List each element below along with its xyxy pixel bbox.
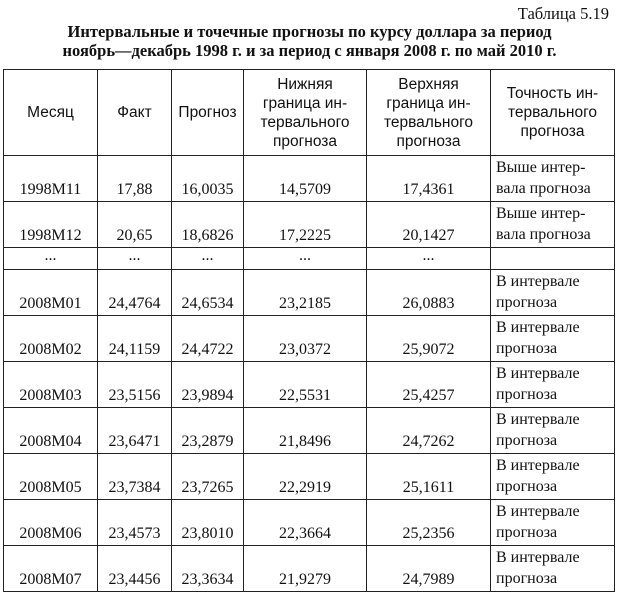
upper-bound-cell: 24,7262 bbox=[367, 408, 491, 454]
forecast-cell: 23,3634 bbox=[172, 546, 244, 592]
fact-cell: 23,7384 bbox=[98, 454, 172, 500]
fact-cell: 23,4573 bbox=[98, 500, 172, 546]
accuracy-cell: В интервале прогноза bbox=[491, 270, 615, 316]
header-fact: Факт bbox=[98, 70, 172, 156]
upper-bound-cell: 25,9072 bbox=[367, 316, 491, 362]
accuracy-cell bbox=[491, 248, 615, 270]
accuracy-cell: Выше интер-вала прогноза bbox=[491, 156, 615, 202]
fact-cell: 24,1159 bbox=[98, 316, 172, 362]
upper-bound-cell: 26,0883 bbox=[367, 270, 491, 316]
fact-cell: 23,5156 bbox=[98, 362, 172, 408]
table-row bbox=[4, 546, 615, 592]
header-lower-bound: Нижняя граница ин-тервального прогноза bbox=[244, 70, 367, 156]
forecast-cell: 23,8010 bbox=[172, 500, 244, 546]
lower-bound-cell: 22,5531 bbox=[244, 362, 367, 408]
lower-bound-cell: 22,3664 bbox=[244, 500, 367, 546]
forecast-cell: 23,7265 bbox=[172, 454, 244, 500]
accuracy-cell: В интервале прогноза bbox=[491, 362, 615, 408]
fact-cell: 23,4456 bbox=[98, 546, 172, 592]
upper-bound-cell: 17,4361 bbox=[367, 156, 491, 202]
accuracy-cell: В интервале прогноза bbox=[491, 316, 615, 362]
table-row bbox=[4, 316, 615, 362]
lower-bound-cell: 17,2225 bbox=[244, 202, 367, 248]
table-row bbox=[4, 362, 615, 408]
accuracy-cell: В интервале прогноза bbox=[491, 546, 615, 592]
month-cell: 2008M06 bbox=[4, 500, 98, 546]
month-cell: 1998M12 bbox=[4, 202, 98, 248]
forecast-cell: 16,0035 bbox=[172, 156, 244, 202]
month-cell: 2008M05 bbox=[4, 454, 98, 500]
title-line-2: ноябрь—декабрь 1998 г. и за период с января 2008 г. по май 2010 г. bbox=[62, 41, 557, 60]
forecast-cell: ... bbox=[172, 248, 244, 270]
header-upper-bound: Верхняя граница ин-тервального прогноза bbox=[367, 70, 491, 156]
forecast-cell: 24,6534 bbox=[172, 270, 244, 316]
lower-bound-cell: 21,9279 bbox=[244, 546, 367, 592]
table-row bbox=[4, 500, 615, 546]
upper-bound-cell: 20,1427 bbox=[367, 202, 491, 248]
month-cell: 2008M02 bbox=[4, 316, 98, 362]
upper-bound-cell: 24,7989 bbox=[367, 546, 491, 592]
upper-bound-cell: 25,2356 bbox=[367, 500, 491, 546]
month-cell: 2008M03 bbox=[4, 362, 98, 408]
lower-bound-cell: 21,8496 bbox=[244, 408, 367, 454]
header-month: Месяц bbox=[4, 70, 98, 156]
forecast-table bbox=[3, 69, 615, 592]
table-title bbox=[0, 22, 619, 60]
forecast-cell: 24,4722 bbox=[172, 316, 244, 362]
table-row bbox=[4, 202, 615, 248]
month-cell: 1998M11 bbox=[4, 156, 98, 202]
table-row bbox=[4, 454, 615, 500]
accuracy-cell: В интервале прогноза bbox=[491, 454, 615, 500]
title-line-1: Интервальные и точечные прогнозы по курсу доллара за период bbox=[67, 22, 552, 41]
forecast-cell: 23,2879 bbox=[172, 408, 244, 454]
fact-cell: ... bbox=[98, 248, 172, 270]
accuracy-cell: Выше интер-вала прогноза bbox=[491, 202, 615, 248]
lower-bound-cell: ... bbox=[244, 248, 367, 270]
accuracy-cell: В интервале прогноза bbox=[491, 500, 615, 546]
forecast-cell: 23,9894 bbox=[172, 362, 244, 408]
month-cell: 2008M01 bbox=[4, 270, 98, 316]
header-row bbox=[4, 70, 615, 156]
lower-bound-cell: 22,2919 bbox=[244, 454, 367, 500]
table-row bbox=[4, 408, 615, 454]
accuracy-cell: В интервале прогноза bbox=[491, 408, 615, 454]
table-row bbox=[4, 270, 615, 316]
forecast-cell: 18,6826 bbox=[172, 202, 244, 248]
lower-bound-cell: 14,5709 bbox=[244, 156, 367, 202]
header-accuracy: Точность ин-тервального прогноза bbox=[491, 70, 615, 156]
fact-cell: 17,88 bbox=[98, 156, 172, 202]
header-forecast: Прогноз bbox=[172, 70, 244, 156]
upper-bound-cell: 25,1611 bbox=[367, 454, 491, 500]
month-cell: 2008M04 bbox=[4, 408, 98, 454]
table-row bbox=[4, 156, 615, 202]
month-cell: 2008M07 bbox=[4, 546, 98, 592]
lower-bound-cell: 23,2185 bbox=[244, 270, 367, 316]
table-row bbox=[4, 248, 615, 270]
upper-bound-cell: 25,4257 bbox=[367, 362, 491, 408]
fact-cell: 24,4764 bbox=[98, 270, 172, 316]
lower-bound-cell: 23,0372 bbox=[244, 316, 367, 362]
table-label: Таблица 5.19 bbox=[517, 4, 609, 23]
month-cell: ... bbox=[4, 248, 98, 270]
fact-cell: 23,6471 bbox=[98, 408, 172, 454]
upper-bound-cell: ... bbox=[367, 248, 491, 270]
fact-cell: 20,65 bbox=[98, 202, 172, 248]
